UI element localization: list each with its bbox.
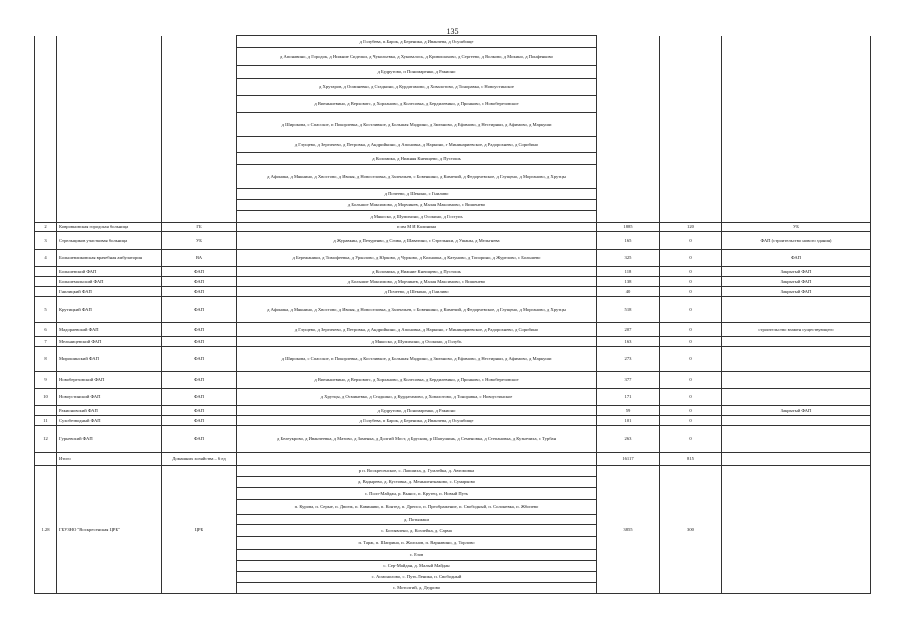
table-row xyxy=(35,250,871,267)
table-row xyxy=(35,232,871,250)
beds-cell: 0 xyxy=(660,347,722,372)
settlements-cell: д Будрутово, п Пономаренко, д Ракионо xyxy=(237,66,597,79)
table-row xyxy=(35,389,871,406)
table-row xyxy=(35,426,871,453)
settlements-cell: с. Сер-Майдан, д. Малый Майдан xyxy=(237,561,597,572)
type-cell xyxy=(162,153,237,165)
beds-cell xyxy=(660,36,722,48)
settlements-cell: д Виеньшевино, д Верховатс, д Хорланово, д Колесовка, д Бердилевино, д Пронково, с Новоберезовское xyxy=(237,372,597,389)
settlements-cell: д. Вадырево, д. Кустовка, д. Меньшентнаково, с. Сумарково xyxy=(237,477,597,488)
note-cell xyxy=(722,372,871,389)
number-cell xyxy=(35,453,57,466)
note-cell xyxy=(722,466,871,594)
number-cell xyxy=(35,189,57,200)
number-cell xyxy=(35,267,57,277)
settlements-cell: д Большие Максимово, д Морчинев, д Малая Максимово, с Вишенево xyxy=(237,277,597,287)
note-cell xyxy=(722,153,871,165)
number-cell: 9 xyxy=(35,372,57,389)
type-cell xyxy=(162,36,237,48)
settlements-cell: д Широкова, с Спасское, п Покорлевка, д Костливкое, д Большая Мадрино, д Змеаново, д Ефимово, д Нестирнки, д Афимово, д Маркуши xyxy=(237,347,597,372)
name-cell xyxy=(57,96,162,113)
type-cell xyxy=(162,189,237,200)
type-cell: ФАП xyxy=(162,426,237,453)
number-cell xyxy=(35,277,57,287)
type-cell: ФАП xyxy=(162,389,237,406)
population-cell: 171 xyxy=(597,389,660,406)
population-cell xyxy=(597,189,660,200)
type-cell: ВА xyxy=(162,250,237,267)
table-row xyxy=(35,277,871,287)
type-cell: ФАП xyxy=(162,267,237,277)
table-row xyxy=(35,189,871,200)
settlements-cell: д Широкова, с Спасское, п Покорлевка, д Костливкое, д Большая Мадрино, д Змеаново, д Ефимово, д Нестирнки, д Афимово, д Маркуши xyxy=(237,113,597,137)
note-cell xyxy=(722,347,871,372)
note-cell xyxy=(722,189,871,200)
beds-cell xyxy=(660,200,722,211)
name-cell: Стрельщиков участковая больница xyxy=(57,232,162,250)
type-cell: ЦРБ xyxy=(162,466,237,594)
note-cell xyxy=(722,211,871,223)
beds-cell xyxy=(660,96,722,113)
number-cell xyxy=(35,48,57,66)
settlements-cell: с. Полз-Майдан, р. Вынос, п. Крутец, п. Новый Путь xyxy=(237,488,597,500)
name-cell: Новоустинский ФАП xyxy=(57,389,162,406)
population-cell: 1885 xyxy=(597,223,660,232)
type-cell: ФАП xyxy=(162,287,237,297)
settlements-cell: д Почеево, д Шекино, с Гниливо xyxy=(237,189,597,200)
note-cell: ФАП xyxy=(722,250,871,267)
table-row xyxy=(35,200,871,211)
note-cell xyxy=(722,48,871,66)
number-cell xyxy=(35,165,57,189)
note-cell: УБ xyxy=(722,223,871,232)
number-cell xyxy=(35,66,57,79)
beds-cell xyxy=(660,48,722,66)
number-cell: 3 xyxy=(35,232,57,250)
number-cell xyxy=(35,96,57,113)
number-cell xyxy=(35,79,57,96)
type-cell: ФАП xyxy=(162,337,237,347)
type-cell xyxy=(162,79,237,96)
note-cell xyxy=(722,297,871,323)
name-cell xyxy=(57,200,162,211)
population-cell: 165 xyxy=(597,232,660,250)
note-cell xyxy=(722,165,871,189)
beds-cell: 0 xyxy=(660,297,722,323)
number-cell: 5 xyxy=(35,297,57,323)
beds-cell xyxy=(660,137,722,153)
population-cell: 3855 xyxy=(597,466,660,594)
type-cell xyxy=(162,137,237,153)
number-cell: 10 xyxy=(35,389,57,406)
name-cell xyxy=(57,189,162,200)
name-cell: Мирошинский ФАП xyxy=(57,347,162,372)
beds-cell: 0 xyxy=(660,250,722,267)
name-cell xyxy=(57,211,162,223)
name-cell: Гурьевский ФАП xyxy=(57,426,162,453)
name-cell xyxy=(57,137,162,153)
number-cell xyxy=(35,153,57,165)
table-row xyxy=(35,153,871,165)
settlements-cell: д Белеукрово, д Иванчеевка, д Матово, д Заменка, д Долгий Мост, д Брусниц, р Шапушинь, д Семеновка, д Степановка, д Кузнечиха, с Турбан xyxy=(237,426,597,453)
population-cell xyxy=(597,153,660,165)
population-cell xyxy=(597,66,660,79)
table-row xyxy=(35,113,871,137)
settlements-cell: д Журавкин, д Печуренво, д Сгива, д Шаватино, с Стрельнки, д Ушаны, д Мельгнева xyxy=(237,232,597,250)
population-cell xyxy=(597,113,660,137)
settlements-cell: д Глущево, д Зергичево, д Петровка, д Андрийкино, д Апоновка, д Наркино, г Мининариевское, д Радорохнево, д Сорибино xyxy=(237,323,597,337)
population-cell xyxy=(597,96,660,113)
name-cell: Мельницевский ФАП xyxy=(57,337,162,347)
type-cell xyxy=(162,165,237,189)
note-cell xyxy=(722,96,871,113)
population-cell: 518 xyxy=(597,297,660,323)
beds-cell: 0 xyxy=(660,232,722,250)
note-cell: Закрытый ФАП xyxy=(722,287,871,297)
note-cell: Закрытый ФАП xyxy=(722,267,871,277)
settlements-cell: с. Мотолгий, д. Дедрово xyxy=(237,583,597,594)
beds-cell xyxy=(660,165,722,189)
settlements-cell: д Коломика, д Нижняя Кнеищево, д Пустошь xyxy=(237,153,597,165)
type-cell xyxy=(162,113,237,137)
settlements-cell: п. Тарж, п. Шаприна, п. Жолснов, п. Варнавино, д. Торлово xyxy=(237,537,597,550)
table-row xyxy=(35,466,871,477)
table-row xyxy=(35,347,871,372)
number-cell: 4 xyxy=(35,250,57,267)
beds-cell: 0 xyxy=(660,372,722,389)
type-cell xyxy=(162,96,237,113)
beds-cell: 0 xyxy=(660,389,722,406)
population-cell: 377 xyxy=(597,372,660,389)
settlements-cell: д Мякоско, д Шумихино, д Осокино, д Голубь xyxy=(237,337,597,347)
number-cell xyxy=(35,137,57,153)
table-row xyxy=(35,137,871,153)
population-cell: 163 xyxy=(597,337,660,347)
beds-cell: 0 xyxy=(660,323,722,337)
beds-cell: 0 xyxy=(660,287,722,297)
type-cell: ФАП xyxy=(162,297,237,323)
beds-cell: 0 xyxy=(660,337,722,347)
number-cell: 11 xyxy=(35,416,57,426)
settlements-cell: д Голубева, п.Барок, д Береника, д Иванчева, д Осушбище xyxy=(237,36,597,48)
population-cell xyxy=(597,137,660,153)
name-cell: Большевликовская врачебная амбулатория xyxy=(57,250,162,267)
note-cell xyxy=(722,66,871,79)
name-cell: Гнилицкий ФАП xyxy=(57,287,162,297)
name-cell xyxy=(57,113,162,137)
table-row xyxy=(35,211,871,223)
name-cell: Большевский ФАП xyxy=(57,267,162,277)
type-cell: ФАП xyxy=(162,416,237,426)
number-cell xyxy=(35,36,57,48)
table-row xyxy=(35,337,871,347)
table-row xyxy=(35,372,871,389)
type-cell xyxy=(162,66,237,79)
table-row xyxy=(35,66,871,79)
name-cell: Итого xyxy=(57,453,162,466)
note-cell xyxy=(722,426,871,453)
population-cell xyxy=(597,48,660,66)
settlements-cell: д Хрутцы, д Осминевко, д Стадкино, д Курдатамово, д Ховалотово, д Тоноравка, с Новоустинское xyxy=(237,389,597,406)
type-cell: ФАП xyxy=(162,406,237,416)
note-cell xyxy=(722,113,871,137)
name-cell xyxy=(57,165,162,189)
type-cell xyxy=(162,200,237,211)
name-cell: Мадораевский ФАП xyxy=(57,323,162,337)
note-cell xyxy=(722,453,871,466)
type-cell xyxy=(162,211,237,223)
number-cell xyxy=(35,406,57,416)
table-row xyxy=(35,287,871,297)
number-cell: 8 xyxy=(35,347,57,372)
population-cell: 40 xyxy=(597,287,660,297)
settlements-cell: д Афоника, д Мякнино, д Хвостово, д Ивоня, д Новоселовка, д Заленчьев, с Бовенкино, д Кимечий, д Федорчевское, д Глущено, д Морганово, д Хрутцы xyxy=(237,165,597,189)
name-cell: Ракионовский ФАП xyxy=(57,406,162,416)
beds-cell xyxy=(660,189,722,200)
settlements-cell: д Будрутово, д Пономаренко, д Ракионо xyxy=(237,406,597,416)
table-row xyxy=(35,223,871,232)
population-cell xyxy=(597,79,660,96)
beds-cell xyxy=(660,79,722,96)
number-cell xyxy=(35,211,57,223)
name-cell xyxy=(57,48,162,66)
name-cell: ГБУЗНО "Воскресенская ЦРБ" xyxy=(57,466,162,594)
name-cell: Сухобезводный ФАП xyxy=(57,416,162,426)
beds-cell xyxy=(660,211,722,223)
population-cell: 59 xyxy=(597,406,660,416)
note-cell xyxy=(722,389,871,406)
note-cell xyxy=(722,36,871,48)
population-cell xyxy=(597,211,660,223)
beds-cell: 120 xyxy=(660,223,722,232)
population-cell xyxy=(597,200,660,211)
population-cell: 118 xyxy=(597,267,660,277)
settlements-cell: д Мякоско, д Шумихино, д Осокино, д Гоступь xyxy=(237,211,597,223)
population-cell xyxy=(597,36,660,48)
settlements-cell: д Виеньшевино, д Верховатс, д Хорланово, д Колесовка, д Бердилевино, д Пронково, с Новоберезовское xyxy=(237,96,597,113)
population-cell: 207 xyxy=(597,323,660,337)
settlements-cell: с. Езов xyxy=(237,550,597,561)
number-cell xyxy=(35,113,57,137)
population-cell: 273 xyxy=(597,347,660,372)
settlements-cell: д. Потымаки xyxy=(237,515,597,525)
beds-cell: 0 xyxy=(660,267,722,277)
page-number: 135 xyxy=(446,27,459,36)
table-row xyxy=(35,323,871,337)
beds-cell: 0 xyxy=(660,426,722,453)
note-cell xyxy=(722,79,871,96)
type-cell: УБ xyxy=(162,232,237,250)
note-cell xyxy=(722,337,871,347)
type-cell: ГБ xyxy=(162,223,237,232)
settlements-cell: п. Курова, п. Серые, п. Двоеж, п. Кавиняви, п. Контед, п. Дрепсо, п. Преображение, п. Свободный, п. Солоневка, п. Жбопево xyxy=(237,500,597,515)
table-row xyxy=(35,297,871,323)
facilities-table xyxy=(34,35,871,594)
number-cell: 12 xyxy=(35,426,57,453)
number-cell: 1.28 xyxy=(35,466,57,594)
population-cell: 101 xyxy=(597,416,660,426)
settlements-cell: д Глущево, д Зергичево, д Петровка, д Андрийкино, д Апоновка, д Наркино, г Мининариевское, д Радорохнево, д Сорибино xyxy=(237,137,597,153)
settlements-cell: д Апонавино, д Городок, д Нижние Сиделки, д Чукольевка, д Хуковалось, д Кривошахово, д Сергеево, д Волково, д Мокино, д Понфенково xyxy=(237,48,597,66)
beds-cell xyxy=(660,153,722,165)
settlements-cell: д Коломика, д Нижние Кнеищево, д Пустошь xyxy=(237,267,597,277)
name-cell: Крутицкий ФАП xyxy=(57,297,162,323)
table-row xyxy=(35,453,871,466)
table-row xyxy=(35,267,871,277)
note-cell xyxy=(722,416,871,426)
table-row xyxy=(35,165,871,189)
beds-cell xyxy=(660,113,722,137)
settlements-cell: д Бережаники, д Тимофеевка, д Урколово, д Юрково, д Чурково, д Колнапка, д Катуново, д Топорино, д Журелово, с Большево xyxy=(237,250,597,267)
table-row xyxy=(35,79,871,96)
number-cell xyxy=(35,287,57,297)
beds-cell: 0 xyxy=(660,277,722,287)
beds-cell xyxy=(660,66,722,79)
name-cell xyxy=(57,66,162,79)
name-cell: Ковровновская городская больница xyxy=(57,223,162,232)
table-row xyxy=(35,406,871,416)
population-cell xyxy=(597,165,660,189)
beds-cell: 0 xyxy=(660,416,722,426)
note-cell: Закрытый ФАП xyxy=(722,406,871,416)
settlements-cell: д Афоника, д Мякнино, д Хвостово, д Ивоня, д Новоселовка, д Заленчьев, с Бовенкино, д Кимечий, д Федорчевское, д Глущено, д Морганово, д Хрутцы xyxy=(237,297,597,323)
note-cell: ФАП (строительство нового здания) xyxy=(722,232,871,250)
type-cell xyxy=(162,48,237,66)
settlements-cell: п им М И Калинина xyxy=(237,223,597,232)
type-cell: Домашних хозяйства – 6 ед xyxy=(162,453,237,466)
settlements-cell: с. Асмонолово, с. Путь Леника, п. Свободный xyxy=(237,572,597,583)
population-cell: 263 xyxy=(597,426,660,453)
name-cell xyxy=(57,36,162,48)
settlements-cell: р п. Воскресенское, с. Лапшиха, д. Гумлейка, д. Автомовка xyxy=(237,466,597,477)
settlements-cell xyxy=(237,453,597,466)
beds-cell: 0 xyxy=(660,406,722,416)
settlements-cell: д Голубева, п Барок, д Береника, д Иванчева, д Осушбище xyxy=(237,416,597,426)
note-cell xyxy=(722,200,871,211)
note-cell: строительство взамен существующего xyxy=(722,323,871,337)
note-cell: Закрытый ФАП xyxy=(722,277,871,287)
name-cell: Большемальский ФАП xyxy=(57,277,162,287)
table-row xyxy=(35,48,871,66)
settlements-cell: с. Богоявлено, д. Козлейка, д. Сарма xyxy=(237,525,597,537)
settlements-cell: д Большое Максимово, д Морчинев, д Малая Максимово, с Вишенево xyxy=(237,200,597,211)
population-cell: 16117 xyxy=(597,453,660,466)
type-cell: ФАП xyxy=(162,277,237,287)
table-row xyxy=(35,416,871,426)
name-cell xyxy=(57,153,162,165)
type-cell: ФАП xyxy=(162,323,237,337)
note-cell xyxy=(722,137,871,153)
population-cell: 138 xyxy=(597,277,660,287)
name-cell: Новоберезовский ФАП xyxy=(57,372,162,389)
name-cell xyxy=(57,79,162,96)
number-cell: 7 xyxy=(35,337,57,347)
type-cell: ФАП xyxy=(162,347,237,372)
beds-cell: 300 xyxy=(660,466,722,594)
population-cell: 325 xyxy=(597,250,660,267)
number-cell xyxy=(35,200,57,211)
number-cell: 2 xyxy=(35,223,57,232)
beds-cell: 815 xyxy=(660,453,722,466)
table-row xyxy=(35,36,871,48)
settlements-cell: д Почеево, д Шекино, д Гниливо xyxy=(237,287,597,297)
settlements-cell: д Хрутаров, д Осминевко, д Стадкино, д Курдатамово, д Ховалотово, д Тоноравка, с Новоустинское xyxy=(237,79,597,96)
table-row xyxy=(35,96,871,113)
number-cell: 6 xyxy=(35,323,57,337)
type-cell: ФАП xyxy=(162,372,237,389)
